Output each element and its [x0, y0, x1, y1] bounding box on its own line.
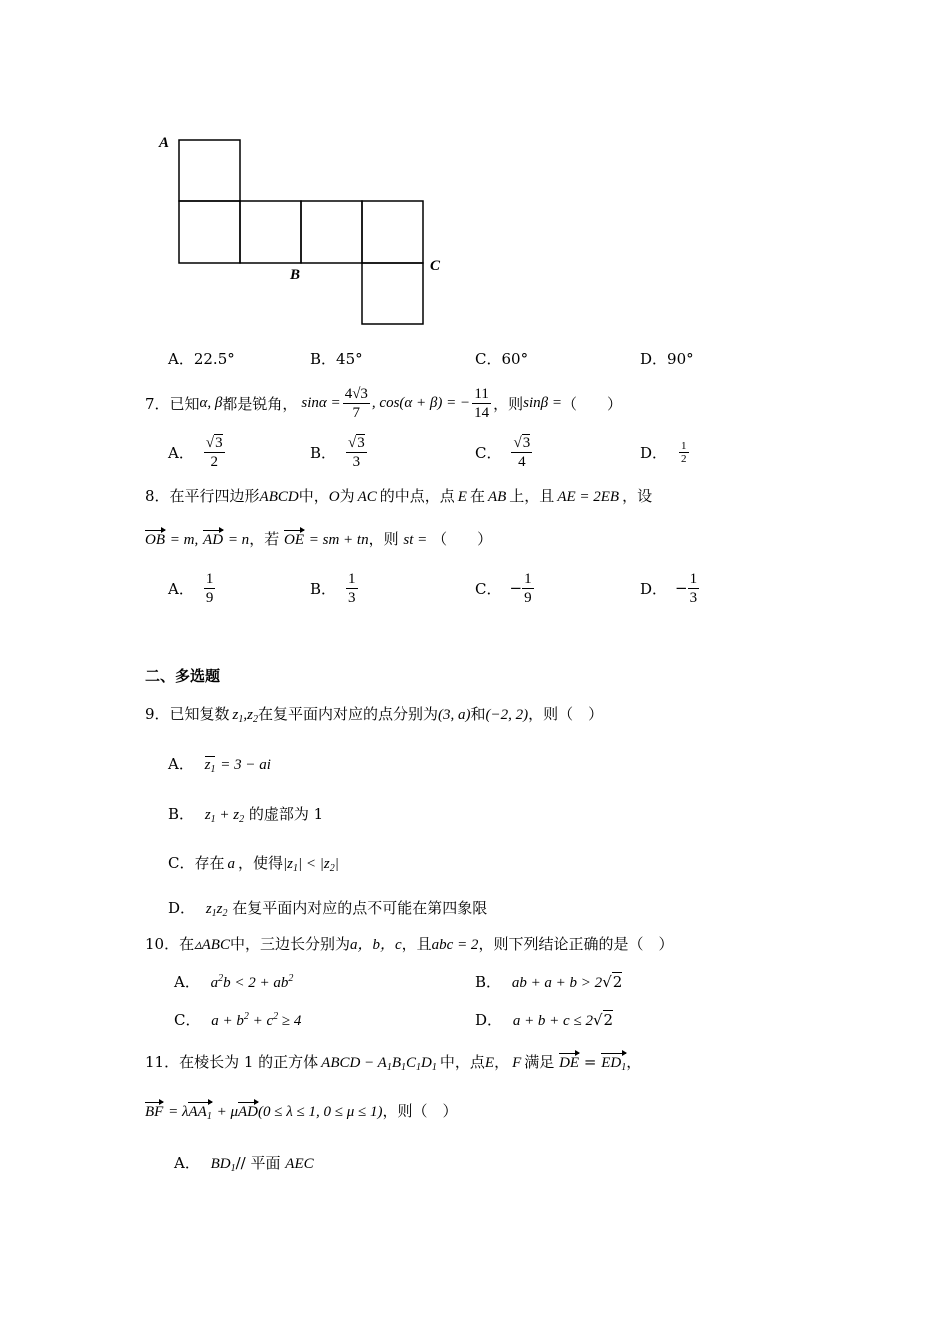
q8-ac: AC: [357, 489, 377, 505]
q9-option-d[interactable]: [168, 897, 487, 919]
q8-point-o: O: [328, 489, 340, 505]
q9-option-d-text: 在复平面内对应的点不可能在第四象限: [232, 899, 488, 917]
q8-vector-ob: OB: [145, 532, 165, 548]
q8-option-a-num: 1: [205, 570, 214, 587]
q7-fraction-1: [343, 385, 370, 422]
q9-z1: $z_1,z_2$: [232, 707, 258, 725]
q8-paren: （ ）: [432, 530, 493, 548]
q7-fraction-2-num: 11: [472, 385, 491, 404]
cube-net-figure: [150, 125, 450, 330]
q9-option-d-product: $z_1z_2$: [205, 901, 228, 919]
q7-cos-expr: , cos(α + β) = −: [371, 394, 471, 411]
q7-option-a-num: √3: [205, 434, 223, 451]
q7-fraction-1-den: 7: [352, 404, 361, 421]
q7-number: 7．已知: [145, 394, 200, 413]
q11-range: (0 ≤ λ ≤ 1, 0 ≤ μ ≤ 1): [258, 1104, 383, 1120]
q11-stem-line-1: 11．在棱长为 1 的正方体 ABCD − $A_1B_1C_1D_1$ 中，点E， F 满足 DE = $ED_1$，: [145, 1053, 642, 1073]
q8-vector-oe: OE: [283, 532, 304, 548]
q7-option-a-fraction: [204, 434, 225, 471]
q11-bf-rhs: = λ: [168, 1104, 189, 1120]
q8-eq-n: = n: [227, 532, 250, 548]
q9-option-c[interactable]: [168, 852, 339, 874]
q9-option-a-label: A．: [168, 755, 194, 773]
q7-vars: α, β: [199, 394, 223, 411]
q10-option-c[interactable]: [174, 1009, 301, 1030]
q8-option-d-label: D．: [640, 579, 668, 598]
q10-triangle: ▵ABC: [194, 937, 230, 953]
q8-option-b-den: 3: [348, 589, 356, 606]
q8-stem-line-1: [145, 485, 652, 506]
q7-sin-alpha: sinα =: [301, 394, 341, 411]
figure-label-b: B: [290, 267, 301, 283]
q7-fraction-2-den: 14: [474, 404, 490, 421]
q11-point-e: E: [484, 1055, 495, 1071]
q8-text-d: 的中点，点: [379, 487, 455, 505]
q9-text-c: ，则（ ）: [528, 705, 604, 723]
q7-option-b-den: 3: [352, 453, 361, 470]
q10-stem: [145, 933, 673, 954]
q8-option-b-fraction: [346, 570, 358, 607]
q11-stem-line-2: [145, 1100, 457, 1122]
q8-text-ze: ，则: [368, 530, 399, 548]
q11-text-c: 满足: [524, 1053, 555, 1071]
q10-option-a-expr: $a^2b < 2 + ab^2$: [210, 973, 294, 991]
q7-option-c-den: 4: [518, 453, 526, 470]
q10-text-a: 10．在: [145, 935, 195, 953]
q10-text-c: ，且: [401, 935, 432, 953]
q10-option-b-expr: ab + a + b > 2: [511, 975, 603, 991]
q11-text-b: 中，点: [439, 1053, 485, 1071]
q10-option-d-sqrt: √2: [592, 1011, 614, 1029]
q8-eq-smtn: = sm + tn: [308, 532, 369, 548]
q7-option-a-label: A．: [168, 443, 194, 462]
q10-text-d: ，则下列结论正确的是（ ）: [478, 935, 674, 953]
q7-fraction-1-num: 4√3: [344, 385, 368, 402]
q11-eq: =: [583, 1053, 597, 1071]
q8-option-c[interactable]: [475, 566, 534, 610]
q8-text-b: 中，: [298, 487, 329, 505]
q10-option-d-expr: a + b + c ≤ 2: [512, 1013, 593, 1029]
q8-text-e: 在: [469, 487, 485, 505]
q9-text-he: 和: [470, 705, 486, 723]
q9-option-d-label: D．: [168, 899, 196, 917]
q8-text-f: 上，且: [509, 487, 555, 505]
q8-text-a: 8．在平行四边形: [145, 487, 260, 505]
q8-option-d-sign: −: [675, 579, 688, 597]
q9-point-2: (−2, 2): [485, 707, 529, 723]
q7-option-a-den: 2: [210, 453, 218, 470]
q8-option-a[interactable]: [168, 566, 215, 610]
q11-tail: ，则（ ）: [382, 1102, 458, 1120]
q7-option-d-fraction: [679, 440, 689, 465]
section-heading-multiple-choice: 二、多选题: [145, 667, 221, 685]
q6-option-a[interactable]: A．22.5°: [168, 350, 235, 368]
q7-option-c-num: √3: [513, 434, 531, 451]
q7-paren: （ ）: [562, 394, 623, 413]
q7-option-b[interactable]: [310, 430, 367, 474]
q7-sin-beta: sinβ =: [523, 394, 562, 411]
q8-option-c-fraction: [522, 570, 534, 607]
q7-option-b-num: √3: [348, 434, 365, 451]
q7-option-d[interactable]: [640, 430, 689, 474]
q10-option-a-label: A．: [174, 973, 200, 991]
q6-option-b[interactable]: B．45°: [310, 350, 363, 368]
q9-option-b-sum: $z_1 + z_2$: [204, 807, 245, 825]
q8-st: st =: [403, 532, 428, 548]
q8-ae-eq: AE = 2EB: [557, 489, 620, 505]
q7-text1: 都是锐角，: [222, 394, 298, 413]
q8-ab: AB: [487, 489, 507, 505]
q11-option-a-text: // 平面: [235, 1154, 281, 1172]
q8-option-c-label: C．: [475, 579, 502, 598]
q10-abc-letters: a，b，c: [349, 937, 402, 953]
q8-text-g: ，设: [622, 487, 653, 505]
q8-option-a-label: A．: [168, 579, 194, 598]
q10-option-d[interactable]: [475, 1009, 613, 1030]
q8-option-b-label: B．: [310, 579, 337, 598]
q10-option-c-expr: $a + b^2 + c^2 \ge 4$: [211, 1011, 302, 1029]
q7-option-c-fraction: [511, 434, 532, 471]
q8-option-b[interactable]: [310, 566, 358, 610]
figure-label-a: A: [159, 135, 170, 151]
q8-option-c-sign: −: [509, 579, 523, 597]
q9-option-c-ineq: $|z_1| < |z_2|$: [283, 856, 339, 874]
q9-option-b-text: 的虚部为 1: [248, 805, 324, 823]
q11-vector-aa1: $AA_1$: [188, 1104, 212, 1122]
q8-text-c: 为: [339, 487, 355, 505]
q11-vector-bf: BF: [145, 1104, 164, 1120]
q7-tail: ，则: [493, 394, 524, 413]
q9-text-b: 在复平面内对应的点分别为: [257, 705, 438, 723]
q9-option-b[interactable]: [168, 803, 323, 825]
q8-option-a-den: 9: [205, 589, 214, 606]
q10-option-b[interactable]: [475, 971, 622, 992]
q9-option-c-a: a: [227, 856, 235, 872]
figure-label-c: C: [430, 258, 441, 274]
q6-option-c[interactable]: C．60°: [475, 350, 529, 368]
q8-vector-ad: AD: [203, 532, 224, 548]
q11-cube: ABCD − $A_1B_1C_1D_1$: [321, 1055, 437, 1073]
q11-vector-ad: AD: [238, 1104, 258, 1120]
q7-option-d-label: D．: [640, 443, 668, 462]
q7-option-a[interactable]: [168, 430, 225, 474]
q11-option-a-label: A．: [174, 1154, 200, 1172]
q10-abc-eq: abc = 2: [431, 937, 479, 953]
q9-option-a-expr: = 3 − ai: [220, 757, 271, 773]
q8-option-a-fraction: [204, 570, 216, 607]
q9-point-1: (3, a): [438, 707, 471, 723]
q8-stem-line-2: [145, 528, 492, 549]
q8-option-d-num: 1: [689, 570, 698, 587]
q8-option-d-den: 3: [689, 589, 698, 606]
q8-option-c-num: 1: [524, 570, 532, 587]
q11-text-a: 11．在棱长为 1 的正方体: [145, 1053, 319, 1071]
q7-option-c-label: C．: [475, 443, 502, 462]
q11-option-a-aec: AEC: [285, 1156, 314, 1172]
q10-option-b-label: B．: [475, 973, 502, 991]
q11-point-f: F: [512, 1055, 522, 1071]
q8-eq-m: = m,: [169, 532, 199, 548]
q10-option-a[interactable]: [174, 971, 293, 992]
q10-option-c-label: C．: [174, 1011, 201, 1029]
q10-text-b: 中，三边长分别为: [229, 935, 350, 953]
q7-option-d-num: 1: [681, 439, 687, 452]
q10-option-d-label: D．: [475, 1011, 503, 1029]
q9-option-a-conj: $z_1$: [204, 757, 216, 775]
q7-fraction-2: [472, 385, 491, 422]
q9-option-a[interactable]: [168, 753, 271, 775]
q8-option-d-fraction: [688, 570, 700, 607]
q8-text-ruo: ，若: [249, 530, 280, 548]
q9-option-c-text: ，使得: [237, 854, 283, 872]
q7-option-b-fraction: [346, 434, 367, 471]
q6-option-d[interactable]: D．90°: [640, 350, 694, 368]
q8-option-d[interactable]: [640, 566, 699, 610]
q7-option-d-den: 2: [681, 452, 687, 465]
q11-plus-mu: + μ: [216, 1104, 238, 1120]
q7-option-b-label: B．: [310, 443, 337, 462]
q8-abcd: ABCD: [259, 489, 299, 505]
q8-point-e: E: [457, 489, 467, 505]
q11-option-a[interactable]: [174, 1152, 314, 1174]
q11-vector-de: DE: [559, 1055, 580, 1071]
q9-option-b-label: B．: [168, 805, 195, 823]
q11-vector-ed1: $ED_1$: [601, 1055, 627, 1073]
q9-stem: [145, 703, 603, 725]
q11-option-a-bd1: $BD_1$: [210, 1156, 236, 1174]
q9-option-c-label: C．存在: [168, 854, 225, 872]
q7-stem: [145, 380, 622, 426]
q8-option-b-num: 1: [348, 570, 356, 587]
q7-option-c[interactable]: [475, 430, 532, 474]
q10-option-b-sqrt: √2: [602, 973, 623, 991]
q8-option-c-den: 9: [524, 589, 532, 606]
q9-text-a: 9．已知复数: [145, 705, 230, 723]
